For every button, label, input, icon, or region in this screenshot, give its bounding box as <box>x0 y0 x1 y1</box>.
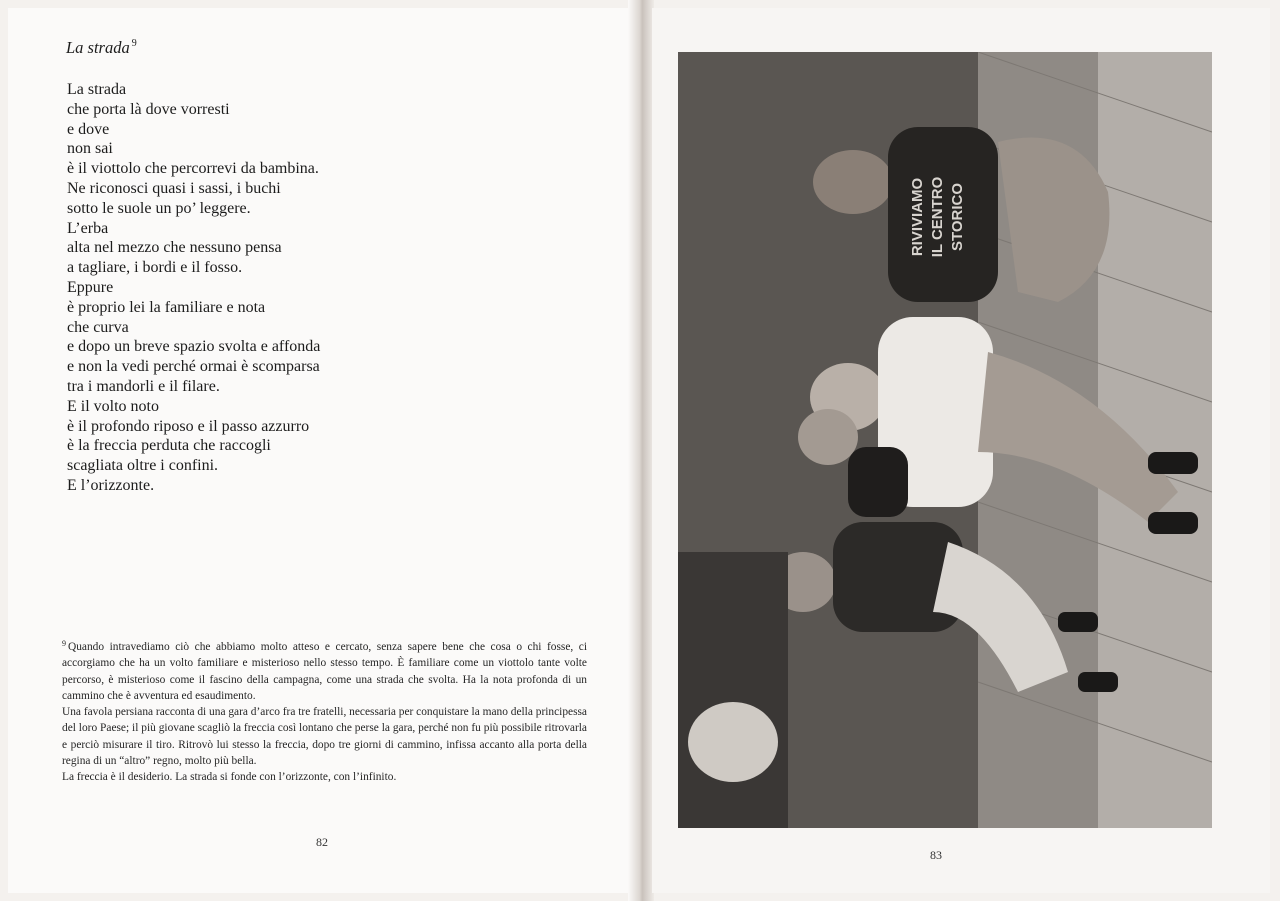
footnote <box>62 636 587 786</box>
shirt-text-line-3: STORICO <box>949 182 966 252</box>
person-3-top <box>848 447 908 517</box>
poem-line: scagliata oltre i confini. <box>67 457 219 475</box>
poem-line: che curva <box>67 318 129 336</box>
poem-line: sotto le suole un po’ leggere. <box>67 199 251 217</box>
poem-line: è il profondo riposo e il passo azzurro <box>67 417 310 435</box>
page-number-left: 82 <box>316 835 328 849</box>
group-photograph <box>678 52 1212 828</box>
poem-line: E l’orizzonte. <box>67 476 155 494</box>
poem-line: è la freccia perduta che raccogli <box>67 437 271 455</box>
poem-title-note-mark: 9 <box>131 38 137 49</box>
person-3-head <box>798 409 858 465</box>
poem-line: La strada <box>67 81 127 98</box>
poem-line: a tagliare, i bordi e il fosso. <box>67 259 243 277</box>
poem-line: e dopo un breve spazio svolta e affonda <box>67 338 321 356</box>
poem-line: è il viottolo che percorrevi da bambina. <box>67 160 319 178</box>
person-1-head <box>813 150 893 214</box>
shirt-text-line-1: RIVIVIAMO <box>909 177 926 257</box>
shirt-print <box>909 176 966 257</box>
poem-line: Eppure <box>67 278 114 296</box>
footnote-paragraph-3: La freccia è il desiderio. La strada si fonde con l’orizzonte, con l’infinito. <box>62 771 397 784</box>
poem-line: alta nel mezzo che nessuno pensa <box>67 239 282 257</box>
page-number-right: 83 <box>930 848 942 862</box>
poem-line: L’erba <box>67 219 109 237</box>
poem-line: che porta là dove vorresti <box>67 100 230 118</box>
footnote-paragraph-2: Una favola persiana racconta di una gara d’arco fra tre fratelli, necessaria per conquistare la mano della principessa del loro Paese; il più giovane scagliò la freccia così lontano che perse la gara, perché non fu più possibile ritrovarla e perciò misurare il tiro. Ritrovò lui stesso la freccia, dopo tre giorni di cammino, infissa accanto alla porta della regina di un “altro” regno, molto più bella. <box>62 706 587 768</box>
poem-line: non sai <box>67 140 113 158</box>
book-gutter <box>628 0 654 901</box>
poem-line: tra i mandorli e il filare. <box>67 377 220 395</box>
shirt-text-line-2: IL CENTRO <box>929 176 946 258</box>
poem-line: E il volto noto <box>67 397 159 415</box>
footnote-paragraph-1: $^9$ Quando intravediamo ciò che abbiamo molto atteso e cercato, senza sapere bene che cosa o chi fosse, ci accorgiamo che ha un volto familiare e misterioso nello stesso tempo. È familiare come un viottolo tante volte percorso, è misterioso come il fascino della campagna, come una strada che svolta. Ha la nota profonda di un cammino che è avventura ed esaudimento. <box>62 639 587 702</box>
poem-line: e dove <box>67 120 110 138</box>
poem-line: e non la vedi perché ormai è scomparsa <box>67 358 320 376</box>
poem-line: Ne riconosci quasi i sassi, i buchi <box>67 179 281 197</box>
photo-illustration <box>678 52 1212 828</box>
poem-body <box>67 80 320 496</box>
poem-title: La strada $^9$ <box>66 38 137 57</box>
poem-line: è proprio lei la familiare e nota <box>67 298 266 316</box>
footnote-mark: 9 <box>62 639 66 648</box>
